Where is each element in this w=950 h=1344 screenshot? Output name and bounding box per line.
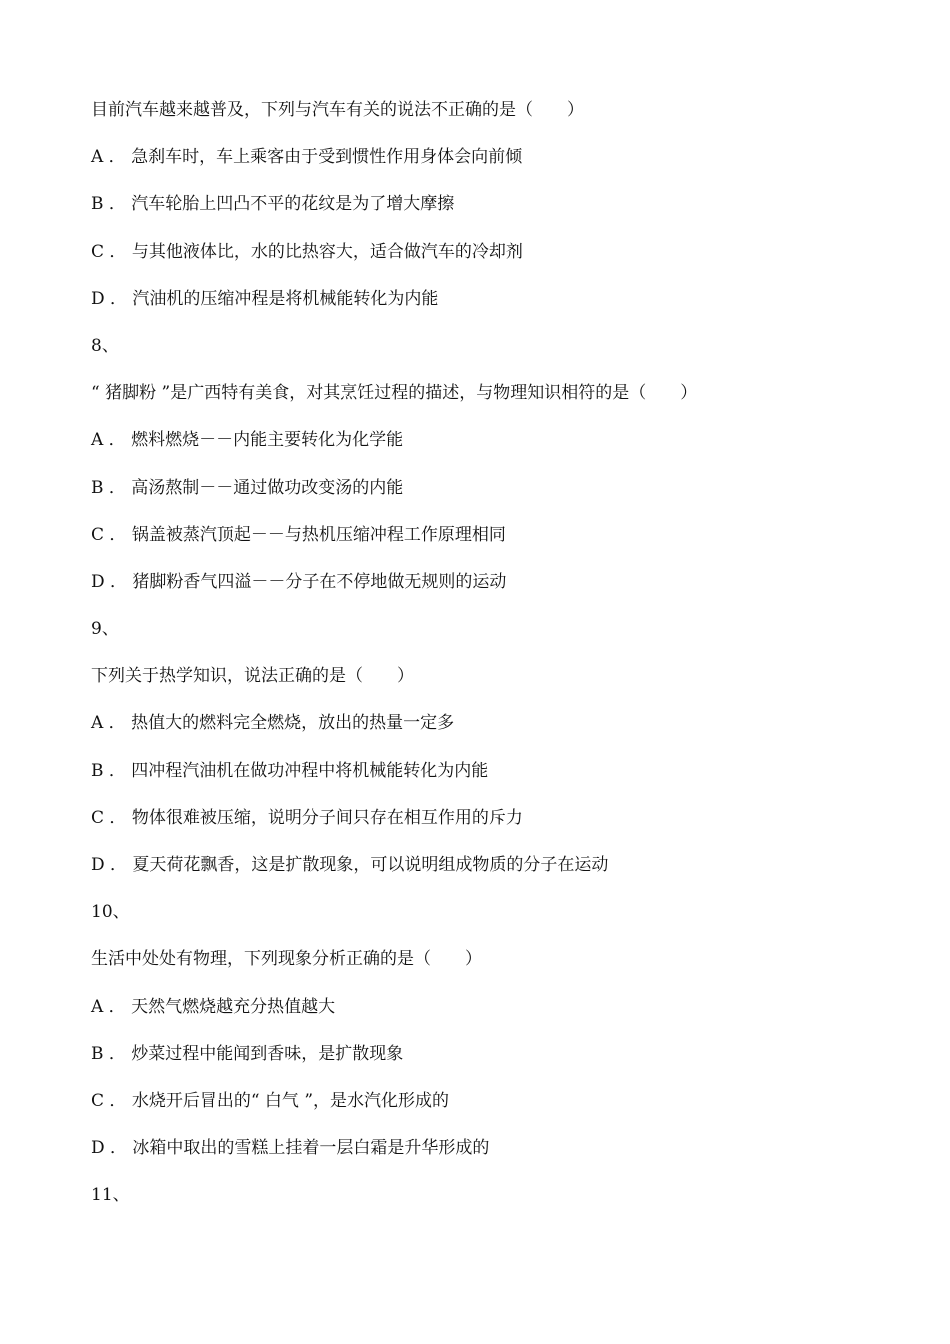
question-8-option-a: A ． 燃料燃烧－－内能主要转化为化学能 [91, 430, 404, 451]
question-11-number: 11、 [91, 1185, 130, 1206]
document-page [91, 95, 891, 1228]
question-9-number: 9、 [91, 619, 119, 640]
question-8-option-c: C ． 锅盖被蒸汽顶起－－与热机压缩冲程工作原理相同 [91, 524, 506, 545]
question-9-stem: 下列关于热学知识，说法正确的是（ ） [91, 666, 414, 687]
question-10-option-a: A ． 天然气燃烧越充分热值越大 [91, 996, 336, 1017]
question-7-option-b: B ． 汽车轮胎上凹凸不平的花纹是为了增大摩擦 [91, 194, 455, 215]
question-10-stem: 生活中处处有物理，下列现象分析正确的是（ ） [91, 949, 482, 970]
question-7-option-c: C ． 与其他液体比，水的比热容大，适合做汽车的冷却剂 [91, 241, 523, 262]
question-10-option-b: B ． 炒菜过程中能闻到香味，是扩散现象 [91, 1043, 404, 1064]
question-9-option-d: D ． 夏天荷花飘香，这是扩散现象，可以说明组成物质的分子在运动 [91, 855, 609, 875]
question-8-number: 8、 [91, 335, 119, 356]
question-8-option-b: B ． 高汤熬制－－通过做功改变汤的内能 [91, 477, 404, 498]
question-10-option-c: C ． 水烧开后冒出的“ 白气 ”，是水汽化形成的 [91, 1090, 450, 1111]
question-9-option-c: C ． 物体很难被压缩，说明分子间只存在相互作用的斥力 [91, 807, 523, 828]
question-8-stem: “ 猪脚粉 ”是广西特有美食，对其烹饪过程的描述，与物理知识相符的是（ ） [91, 383, 698, 404]
question-7-stem: 目前汽车越来越普及，下列与汽车有关的说法不正确的是（ ） [91, 100, 584, 120]
question-7-option-d: D ． 汽油机的压缩冲程是将机械能转化为内能 [91, 288, 439, 309]
question-10-number: 10、 [91, 902, 130, 923]
question-9-option-b: B ． 四冲程汽油机在做功冲程中将机械能转化为内能 [91, 760, 489, 781]
question-9-option-a: A ． 热值大的燃料完全燃烧，放出的热量一定多 [91, 713, 455, 734]
question-10-option-d: D ． 冰箱中取出的雪糕上挂着一层白霜是升华形成的 [91, 1138, 490, 1159]
question-7-option-a: A ． 急刹车时，车上乘客由于受到惯性作用身体会向前倾 [91, 147, 523, 168]
question-8-option-d: D ． 猪脚粉香气四溢－－分子在不停地做无规则的运动 [91, 571, 507, 592]
